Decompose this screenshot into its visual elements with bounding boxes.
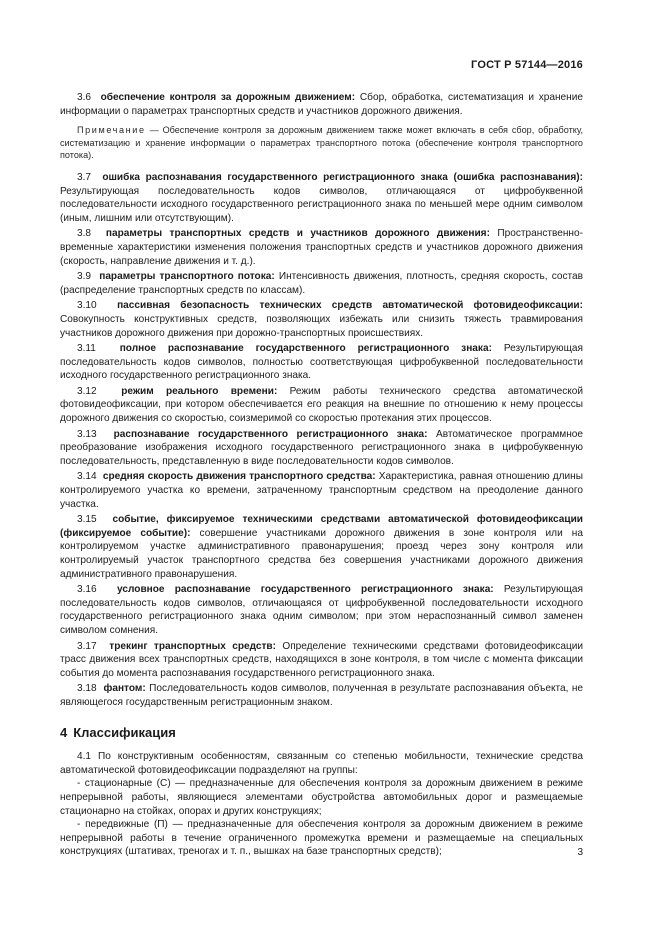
definition-3-10 (60, 299, 583, 340)
definition-term: обеспечение контроля за дорожным движением: (100, 92, 356, 103)
definition-3-6 (60, 91, 583, 118)
definition-term: параметры транспортных средств и участников дорожного движения: (105, 228, 490, 240)
list-item-mobile: - передвижные (П) — предназначенные для обеспечения контроля за дорожным движением в режиме непрерывной работы в течение ограниченного промежутка времени и размещаемые на специальных конструкциях (штативах, треногах и т. п., вышках на базе транспортных средств); (60, 819, 583, 858)
definition-text: Сбор, обработка, систематизация и хранение информации о параметрах транспортных средств и участников дорожного движения. (60, 92, 583, 117)
definition-3-18 (60, 682, 583, 709)
definition-number: 3.16 (77, 584, 97, 596)
definition-text: Совокупность конструктивных средств, позволяющих избежать или снизить тяжесть травмирования участников дорожного движения при дорожно-транспортных происшествиях. (60, 313, 583, 339)
definition-term: распознавание государственного регистрационного знака: (113, 428, 428, 440)
definition-number: 3.10 (77, 300, 97, 312)
definition-number: 3.6 (77, 92, 92, 103)
definition-text: Режим работы технического средства автоматической фотовидеофиксации, при котором обеспечивается его реакция на внешние по отношению к нему процессы дорожного движения со скоростью, соизмеримой со скоростью протекания этих процессов. (60, 385, 584, 425)
definition-text: Автоматическое программное преобразование изображения исходного государственного регистрационного знака в цифробуквенную последовательность, представленную в виде последовательности кодов символов. (60, 428, 583, 467)
definition-term: событие, фиксируемое техническими средствами автоматической фотовидеофиксации (фиксируемое событие): (60, 514, 584, 539)
note (60, 124, 583, 162)
definition-term: параметры транспортного потока: (99, 271, 275, 283)
definition-term: ошибка распознавания государственного регистрационного знака (ошибка распознавания): (102, 171, 583, 183)
definition-text: Характеристика, равная отношению длины контролируемого участка ко времени, затраченному транспортным средством на преодоление данного участка. (60, 471, 584, 510)
definition-3-9 (60, 270, 583, 297)
definition-number: 3.14 (77, 471, 97, 483)
definition-3-11 (60, 342, 583, 383)
definition-text: Последовательность кодов символов, полученная в результате распознавания объекта, не являющегося государственным регистрационным знаком. (60, 683, 584, 708)
definition-term: пассивная безопасность технических средств автоматической фотовидеофиксации: (117, 300, 583, 312)
section-heading (60, 726, 583, 740)
definition-text: Определение техническими средствами фотовидеофиксации трасс движения всех транспортных средств, находящихся в зоне контроля, в том числе с момента фиксации события до момента распознавания государственного регистрационного знака. (60, 640, 584, 679)
definition-3-14 (60, 470, 583, 511)
definition-3-13 (60, 428, 583, 469)
definition-text: совершение участниками дорожного движения в зоне контроля или на контролируемом участке административного правонарушения; проезд через зону контроля или контролируемый участок транспортного средства без совершения участниками дорожного движения административного правонарушения. (60, 527, 583, 580)
definition-number: 3.11 (77, 343, 96, 355)
definition-3-8 (60, 227, 583, 268)
definition-text: Интенсивность движения, плотность, средняя скорость, состав (распределение транспортных средств по классам). (60, 271, 584, 296)
definition-text: Результирующая последовательность кодов символов, отличающаяся от цифробуквенной последовательности исходного государственного регистрационного знака по меньшей мере одним символом (иным, лишним или отсутствующим). (60, 185, 583, 224)
standard-header: ГОСТ Р 57144—2016 (471, 59, 583, 71)
definition-3-16 (60, 583, 583, 637)
definition-3-17 (60, 640, 583, 681)
paragraph-4-1: 4.1 По конструктивным особенностям, связанным со степенью мобильности, технические средства автоматической фотовидеофиксации подразделяют на группы: (60, 751, 583, 776)
definition-number: 3.15 (77, 514, 97, 526)
section-title: Классификация (73, 724, 176, 740)
definition-term: трекинг транспортных средств: (109, 640, 277, 652)
list-item-stationary: - стационарные (С) — предназначенные для обеспечения контроля за дорожным движением в режиме непрерывной работы, являющиеся элементами обустройства автомобильных дорог и размещаемые стационарно на стойках, опорах и других конструкциях; (60, 778, 583, 817)
definition-term: режим реального времени: (121, 385, 278, 397)
definition-3-12 (60, 385, 583, 426)
definition-number: 3.9 (77, 271, 92, 283)
definition-3-15 (60, 513, 583, 581)
definition-number: 3.13 (77, 428, 97, 440)
page-content (60, 91, 583, 859)
note-text: — Обеспечение контроля за дорожным движением также может включать в себя сбор, обработку, систематизацию и хранение информации о параметрах транспортного потока (обеспечение контроля транспортного потока). (60, 125, 584, 161)
definition-3-7 (60, 171, 583, 225)
note-label: Примечание (77, 125, 146, 136)
definition-text: Пространственно-временные характеристики изменения положения транспортных средств и участников дорожного движения (скорость, направление движения и т. д.). (60, 228, 583, 267)
definition-term: средняя скорость движения транспортного средства: (102, 471, 376, 483)
page-number: 3 (577, 847, 583, 858)
definition-number: 3.18 (77, 683, 97, 695)
definition-term: полное распознавание государственного регистрационного знака: (119, 343, 492, 355)
definition-term: условное распознавание государственного регистрационного знака: (117, 584, 494, 596)
definition-number: 3.8 (77, 228, 92, 240)
definition-number: 3.17 (77, 640, 97, 652)
section-number: 4 (60, 724, 68, 740)
definition-text: Результирующая последовательность кодов символов, полностью соответствующая цифробуквенной последовательности исходного государственного регистрационного знака. (60, 343, 583, 382)
definition-text: Результирующая последовательность кодов символов, отличающаяся от цифробуквенной последовательности исходного государственного регистрационного знака одним символом; при этом нераспознанный символ заменен символом сомнения. (60, 584, 584, 636)
definition-term: фантом: (103, 683, 146, 695)
definition-number: 3.12 (77, 385, 97, 397)
definition-number: 3.7 (77, 171, 92, 183)
